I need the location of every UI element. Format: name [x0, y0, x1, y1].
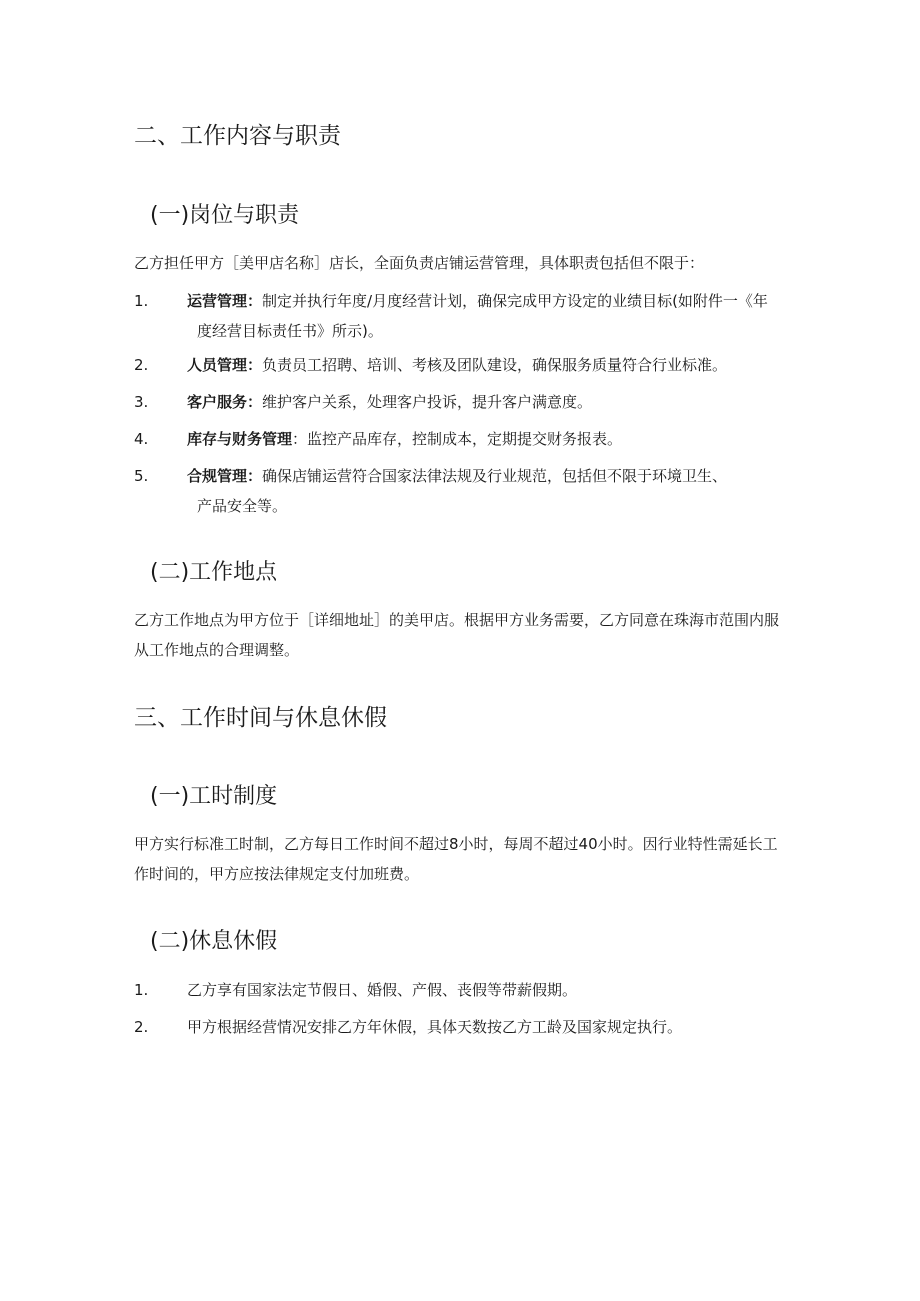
- section-2-heading: 二、工作内容与职责: [134, 123, 341, 149]
- duty-item: [134, 350, 774, 380]
- subsection-location-heading: (二)工作地点: [150, 560, 278, 585]
- item-number: 2.: [134, 356, 149, 374]
- item-text: 负责员工招聘、培训、考核及团队建设，确保服务质量符合行业标准。: [262, 356, 728, 374]
- hours-paragraph: 甲方实行标准工时制，乙方每日工作时间不超过8小时，每周不超过40小时。因行业特性需延长工作时间的，甲方应按法律规定支付加班费。: [134, 835, 778, 883]
- subsection-duties-heading: (一)岗位与职责: [150, 203, 300, 228]
- item-label: 人员管理：: [187, 356, 263, 374]
- duty-item: [134, 387, 774, 417]
- item-body: [187, 424, 767, 454]
- duty-item: [134, 286, 774, 346]
- item-text: 制定并执行年度/月度经营计划，确保完成甲方设定的业绩目标(如附件一《年度经营目标责任书》所示)。: [197, 292, 768, 340]
- item-label: 运营管理：: [187, 292, 263, 310]
- leave-item: [134, 975, 774, 1005]
- item-body: [187, 350, 767, 380]
- item-text: 乙方享有国家法定节假日、婚假、产假、丧假等带薪假期。: [187, 981, 578, 999]
- item-label: 客户服务：: [187, 393, 263, 411]
- location-paragraph: 乙方工作地点为甲方位于［详细地址］的美甲店。根据甲方业务需要，乙方同意在珠海市范围内服从工作地点的合理调整。: [134, 611, 780, 659]
- item-number: 1.: [134, 981, 149, 999]
- item-text: 确保店铺运营符合国家法律法规及行业规范，包括但不限于环境卫生、产品安全等。: [197, 467, 728, 515]
- item-text: 甲方根据经营情况安排乙方年休假，具体天数按乙方工龄及国家规定执行。: [187, 1018, 683, 1036]
- subsection-hours-heading: (一)工时制度: [150, 784, 278, 809]
- item-body: [187, 387, 767, 417]
- item-number: 5.: [134, 467, 149, 485]
- item-label: 库存与财务管理: [187, 430, 293, 448]
- leave-item: [134, 1012, 774, 1042]
- section-3-heading: 三、工作时间与休息休假: [134, 705, 387, 731]
- item-number: 3.: [134, 393, 149, 411]
- duty-item: [134, 461, 774, 521]
- duties-intro: 乙方担任甲方［美甲店名称］店长，全面负责店铺运营管理，具体职责包括但不限于：: [134, 254, 705, 272]
- subsection-leave-heading: (二)休息休假: [150, 929, 278, 954]
- item-number: 4.: [134, 430, 149, 448]
- item-number: 1.: [134, 292, 149, 310]
- item-text: ：监控产品库存，控制成本，定期提交财务报表。: [292, 430, 623, 448]
- item-label: 合规管理：: [187, 467, 263, 485]
- item-body: [187, 286, 777, 346]
- duty-item: [134, 424, 774, 454]
- item-text: 维护客户关系，处理客户投诉，提升客户满意度。: [262, 393, 593, 411]
- item-body: [187, 461, 737, 521]
- item-number: 2.: [134, 1018, 149, 1036]
